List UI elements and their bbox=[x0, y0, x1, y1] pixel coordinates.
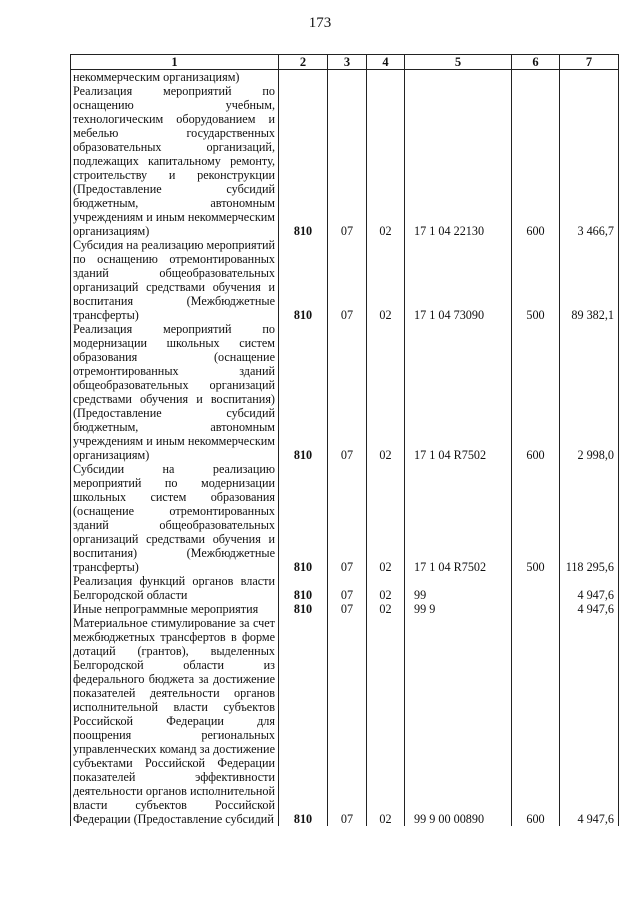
row-name: Материальное стимулирование за счет межбюджетных трансфертов в форме дотаций (грантов), выделенных Белгородской области из федерального бюджета за достижение показателей деятельности органов исполнительной власти субъектов Российской Федерации для поощрения региональных управленческих команд за достижение субъектами Российской Федерации показателей эффективности деятельности органов исполнительной власти субъектов Российской Федерации (Предоставление субсидий bbox=[71, 616, 279, 826]
row-target-article: 17 1 04 R7502 bbox=[405, 322, 512, 462]
row-target-article: 17 1 04 22130 bbox=[405, 84, 512, 238]
row-expense-type: 500 bbox=[512, 238, 560, 322]
row-ministry-code: 810 bbox=[279, 574, 328, 602]
row-subsection-code: 02 bbox=[367, 322, 405, 462]
row-section-code: 07 bbox=[328, 84, 367, 238]
row-name: Иные непрограммные мероприятия bbox=[71, 602, 279, 616]
row-section-code: 07 bbox=[328, 462, 367, 574]
row-name: Субсидии на реализацию мероприятий по модернизации школьных систем образования (оснащение отремонтированных зданий общеобразовательных организаций средствами обучения и воспитания) (Межбюджетные трансферты) bbox=[71, 462, 279, 574]
row-amount: 89 382,1 bbox=[560, 238, 619, 322]
row-amount: 2 998,0 bbox=[560, 322, 619, 462]
row-section-code: 07 bbox=[328, 602, 367, 616]
column-header-3: 3 bbox=[328, 55, 367, 70]
row-amount: 4 947,6 bbox=[560, 602, 619, 616]
row-target-article: 17 1 04 73090 bbox=[405, 238, 512, 322]
row-ministry-code: 810 bbox=[279, 322, 328, 462]
table-row bbox=[71, 602, 619, 616]
table-row bbox=[71, 238, 619, 322]
table-row bbox=[71, 70, 619, 85]
column-header-5: 5 bbox=[405, 55, 512, 70]
row-subsection-code: 02 bbox=[367, 574, 405, 602]
row-expense-type bbox=[512, 574, 560, 602]
row-expense-type bbox=[512, 602, 560, 616]
budget-table bbox=[70, 54, 619, 826]
row-section-code: 07 bbox=[328, 616, 367, 826]
row-target-article: 99 bbox=[405, 574, 512, 602]
column-header-7: 7 bbox=[560, 55, 619, 70]
column-header-1: 1 bbox=[71, 55, 279, 70]
table-row bbox=[71, 322, 619, 462]
row-amount: 3 466,7 bbox=[560, 84, 619, 238]
row-section-code bbox=[328, 70, 367, 85]
row-amount bbox=[560, 70, 619, 85]
row-target-article: 17 1 04 R7502 bbox=[405, 462, 512, 574]
row-name: некоммерческим организациям) bbox=[71, 70, 279, 85]
table-row bbox=[71, 84, 619, 238]
row-name: Реализация функций органов власти Белгородской области bbox=[71, 574, 279, 602]
row-subsection-code bbox=[367, 70, 405, 85]
row-section-code: 07 bbox=[328, 238, 367, 322]
row-name: Реализация мероприятий по модернизации школьных систем образования (оснащение отремонтированных зданий общеобразовательных организаций средствами обучения и воспитания) (Предоставление субсидий бюджетным, автономным учреждениям и иным некоммерческим организациям) bbox=[71, 322, 279, 462]
row-subsection-code: 02 bbox=[367, 84, 405, 238]
column-header-4: 4 bbox=[367, 55, 405, 70]
row-target-article bbox=[405, 70, 512, 85]
table-body bbox=[71, 70, 619, 827]
column-header-6: 6 bbox=[512, 55, 560, 70]
row-section-code: 07 bbox=[328, 574, 367, 602]
row-expense-type: 600 bbox=[512, 616, 560, 826]
row-ministry-code: 810 bbox=[279, 238, 328, 322]
row-expense-type bbox=[512, 70, 560, 85]
row-subsection-code: 02 bbox=[367, 462, 405, 574]
row-expense-type: 500 bbox=[512, 462, 560, 574]
row-amount: 4 947,6 bbox=[560, 616, 619, 826]
row-subsection-code: 02 bbox=[367, 602, 405, 616]
row-name: Реализация мероприятий по оснащению учебным, технологическим оборудованием и мебелью государственных образовательных организаций, подлежащих капитальному ремонту, строительству и реконструкции (Предоставление субсидий бюджетным, автономным учреждениям и иным некоммерческим организациям) bbox=[71, 84, 279, 238]
row-target-article: 99 9 bbox=[405, 602, 512, 616]
row-amount: 118 295,6 bbox=[560, 462, 619, 574]
row-ministry-code: 810 bbox=[279, 602, 328, 616]
row-amount: 4 947,6 bbox=[560, 574, 619, 602]
row-ministry-code: 810 bbox=[279, 84, 328, 238]
row-target-article: 99 9 00 00890 bbox=[405, 616, 512, 826]
page-number: 173 bbox=[308, 15, 332, 31]
table-header bbox=[71, 55, 619, 70]
row-expense-type: 600 bbox=[512, 322, 560, 462]
row-ministry-code: 810 bbox=[279, 462, 328, 574]
header-row bbox=[71, 55, 619, 70]
row-section-code: 07 bbox=[328, 322, 367, 462]
column-header-2: 2 bbox=[279, 55, 328, 70]
table-row bbox=[71, 462, 619, 574]
row-ministry-code: 810 bbox=[279, 616, 328, 826]
row-ministry-code bbox=[279, 70, 328, 85]
row-name: Субсидия на реализацию мероприятий по оснащению отремонтированных зданий общеобразовательных организаций средствами обучения и воспитания (Межбюджетные трансферты) bbox=[71, 238, 279, 322]
table-row bbox=[71, 574, 619, 602]
row-expense-type: 600 bbox=[512, 84, 560, 238]
table-row bbox=[71, 616, 619, 826]
row-subsection-code: 02 bbox=[367, 238, 405, 322]
row-subsection-code: 02 bbox=[367, 616, 405, 826]
